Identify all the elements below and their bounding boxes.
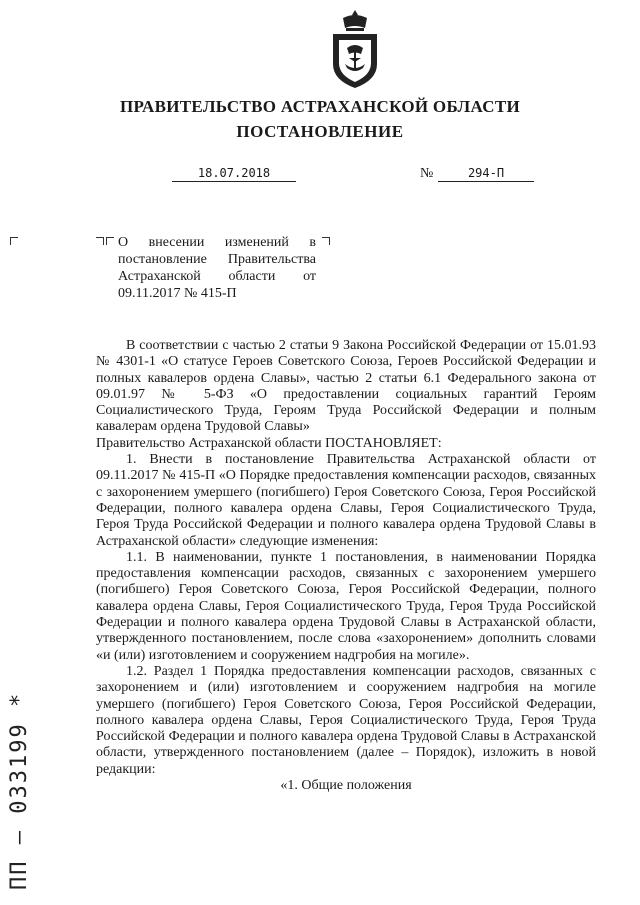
number-sign: № [420,166,434,181]
section-heading: «1. Общие положения [280,778,412,794]
document-subject: О внесении изменений в постановление Правительства Астраханской области от 09.11.2017 № 415-П [118,235,316,301]
item-1-2-paragraph: 1.2. Раздел 1 Порядка предоставления компенсации расходов, связанных с захоронением и (или) изготовлением и сооружением надгробия на могиле умершего (погибшего) Героя Советского Союза, Героя Российской Федерации, полного кавалера ордена Славы, Героя Социалистического Труда, Героя Труда Российской Федерации и полного кавалера ордена Трудовой Славы в Астраханской области, утвержденного постановлением (далее – Порядок), изложить в новой редакции: [96,663,596,777]
document-date: 18.07.2018 [172,166,296,182]
corner-mark [10,237,18,245]
resolve-paragraph: Правительство Астраханской области ПОСТАНОВЛЯЕТ: [96,435,442,451]
corner-mark [106,237,114,245]
coat-of-arms-emblem [325,8,385,90]
document-number: 294-П [438,166,534,182]
item-1-1-paragraph: 1.1. В наименовании, пункте 1 постановления, в наименовании Порядка предоставления компенсации расходов, связанных с захоронением умершего (погибшего) Героя Советского Союза, Героя Российской Федерации, полного кавалера ордена Славы, Героя Социалистического Труда, Героя Труда Российской Федерации и полного кавалера ордена Трудовой Славы в Астраханской области, утвержденного постановлением, после слова «захоронением» дополнить словами «и (или) изготовлением и сооружением надгробия на могиле». [96,549,596,663]
item-1-paragraph: 1. Внести в постановление Правительства Астраханской области от 09.11.2017 № 415-П «О Порядке предоставления компенсации расходов, связанных с захоронением умершего (погибшего) Героя Советского Союза, Героя Российской Федерации, полного кавалера ордена Славы, Героя Социалистического Труда, Героя Труда Российской Федерации и полного кавалера ордена Трудовой Славы в Астраханской области» следующие изменения: [96,452,596,549]
preamble-paragraph: В соответствии с частью 2 статьи 9 Закона Российской Федерации от 15.01.93 № 4301-1 «О статусе Героев Советского Союза, Героев Российской Федерации и полных кавалеров ордена Славы», частью 2 статьи 6.1 Федерального закона от 09.01.97 № 5-ФЗ «О предоставлении социальных гарантий Героям Социалистического Труда, Героям Труда Российской Федерации и полным кавалерам ордена Трудовой Славы» [96,338,596,435]
corner-mark [322,237,330,245]
document-type-heading: ПОСТАНОВЛЕНИЕ [236,122,404,141]
corner-mark [96,237,104,245]
serial-stamp: ПП – 033199 * [7,691,32,890]
document-body [96,338,596,794]
organization-title: ПРАВИТЕЛЬСТВО АСТРАХАНСКОЙ ОБЛАСТИ [120,97,520,116]
